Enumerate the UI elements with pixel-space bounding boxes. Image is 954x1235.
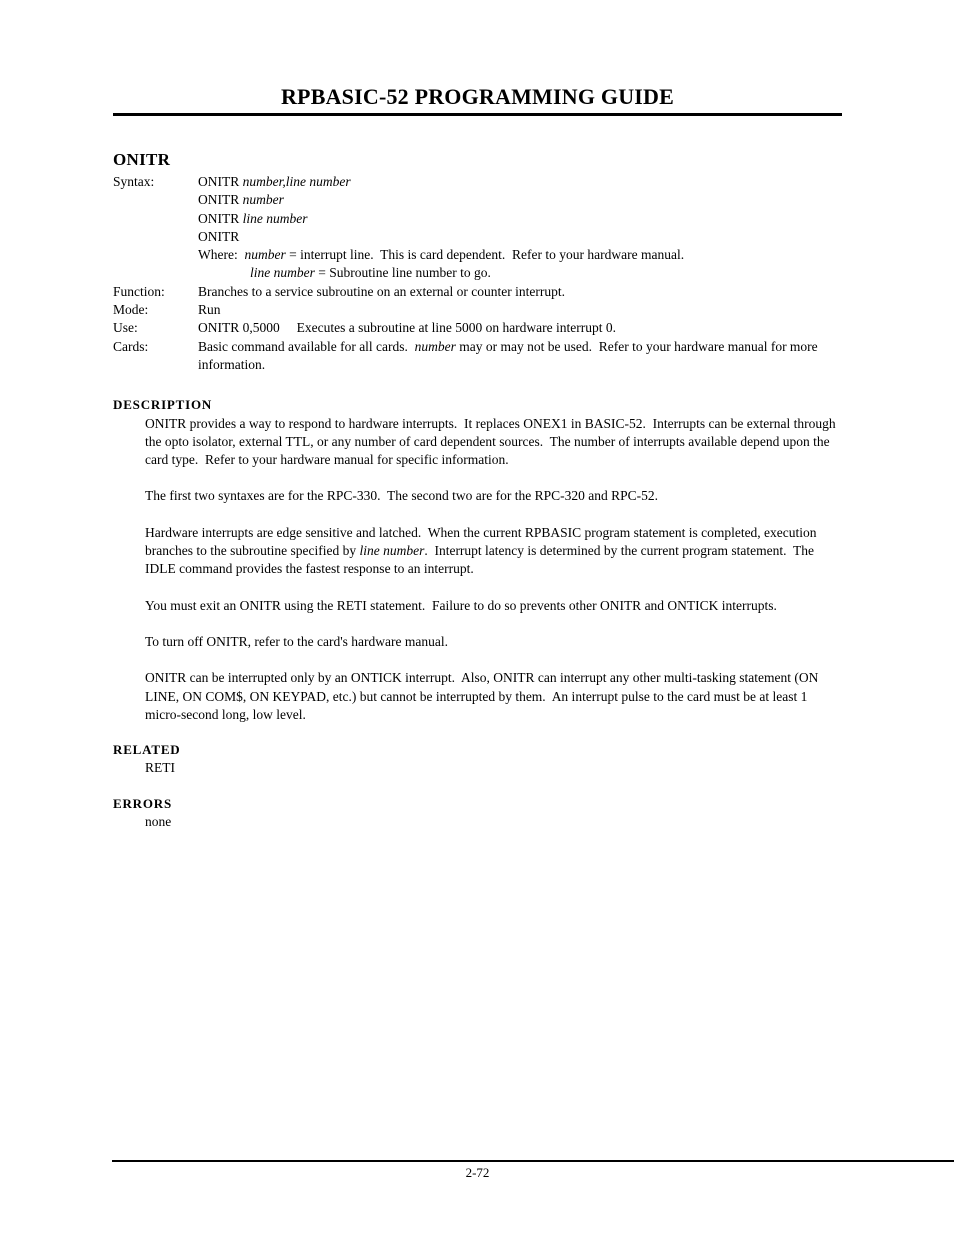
spec-row <box>113 301 842 319</box>
text-run: Run <box>198 302 221 318</box>
text-run: . Interrupt latency is determined by the current program statement. The IDLE command provides the fastest response to an interrupt. <box>145 543 818 577</box>
command-name: ONITR <box>113 150 171 169</box>
text-run: Branches to a service subroutine on an external or counter interrupt. <box>198 283 565 299</box>
footer-rule <box>112 1160 954 1162</box>
spec-line <box>198 246 842 264</box>
text-run: ONITR 0,5000 Executes a subroutine at line 5000 on hardware interrupt 0. <box>198 320 617 336</box>
related-item: RETI <box>145 760 175 776</box>
description-paragraph <box>145 487 842 505</box>
spec-value <box>198 301 842 319</box>
text-run: = Subroutine line number to go. <box>314 265 491 281</box>
spec-label: Syntax: <box>113 174 155 189</box>
errors-heading: ERRORS <box>113 795 172 811</box>
errors-body <box>145 813 842 831</box>
spec-label: Function: <box>113 283 165 299</box>
text-run: ONITR can be interrupted only by an ONTICK interrupt. Also, ONITR can interrupt any other multi-tasking statement (ON LINE, ON COM$, ON KEYPAD, etc.) but cannot be interrupted by them. An interrupt pulse to the card must be at least 1 micro-second long, low level. <box>145 670 822 722</box>
spec-line <box>198 173 842 191</box>
page-number: 2-72 <box>465 1165 490 1180</box>
spec-row <box>113 283 842 301</box>
spec-line <box>198 228 842 246</box>
description-paragraph <box>145 669 842 724</box>
text-run: You must exit an ONITR using the RETI statement. Failure to do so prevents other ONITR and ONTICK interrupts. <box>145 597 777 613</box>
text-run: ONITR <box>198 210 243 226</box>
spec-line <box>198 301 842 319</box>
description-paragraph <box>145 633 842 651</box>
text-run: ONITR <box>198 192 243 208</box>
text-run: = interrupt line. This is card dependent. Refer to your hardware manual. <box>285 247 685 263</box>
italic-text-run: line number <box>250 265 315 281</box>
description-section <box>113 396 842 724</box>
related-heading: RELATED <box>113 742 181 758</box>
header-title: RPBASIC-52 PROGRAMMING GUIDE <box>280 84 675 109</box>
spec-line <box>198 319 842 337</box>
spec-row <box>113 338 842 375</box>
text-run: ONITR <box>198 174 243 189</box>
description-paragraph <box>145 597 842 615</box>
spec-value <box>198 283 842 301</box>
spec-line <box>198 191 842 209</box>
errors-section <box>113 795 842 832</box>
spec-label: Mode: <box>113 302 149 318</box>
spec-label: Cards: <box>113 338 149 354</box>
text-run: ONITR <box>198 228 240 244</box>
text-run: To turn off ONITR, refer to the card's hardware manual. <box>145 633 448 649</box>
spec-value <box>198 319 842 337</box>
page-content <box>113 0 842 831</box>
command-spec-table <box>113 173 842 374</box>
italic-text-run: number <box>244 247 286 263</box>
italic-text-run: line number <box>359 543 425 559</box>
text-run: Basic command available for all cards. <box>198 338 415 354</box>
related-section <box>113 741 842 778</box>
description-paragraph <box>145 415 842 470</box>
header-rule <box>113 113 842 116</box>
spec-value <box>198 338 842 375</box>
description-heading: DESCRIPTION <box>113 397 213 413</box>
related-body <box>145 759 842 777</box>
spec-line <box>198 338 842 375</box>
text-run: Where: <box>198 247 245 263</box>
spec-row <box>113 173 842 283</box>
italic-text-run: line number <box>242 210 308 226</box>
description-body <box>145 415 842 725</box>
spec-line <box>198 264 842 282</box>
text-run: may or may not be used. Refer to your hardware manual for more information. <box>198 338 822 372</box>
spec-line <box>198 210 842 228</box>
text-run: Hardware interrupts are edge sensitive and latched. When the current RPBASIC program statement is completed, execution branches to the subroutine specified by <box>145 524 820 559</box>
description-paragraph <box>145 524 842 579</box>
spec-value <box>198 173 842 283</box>
text-run: ONITR provides a way to respond to hardware interrupts. It replaces ONEX1 in BASIC-52. Interrupts can be external through the opto isolator, external TTL, or any number of card dependent sources. The number of interrupts available depend upon the card type. Refer to your hardware manual for specific information. <box>145 415 839 468</box>
text-run: The first two syntaxes are for the RPC-330. The second two are for the RPC-320 and RPC-52. <box>145 488 659 504</box>
spec-row <box>113 319 842 337</box>
italic-text-run: number,line number <box>242 174 351 189</box>
errors-item: none <box>145 814 172 830</box>
spec-line <box>198 283 842 301</box>
italic-text-run: number <box>242 192 284 208</box>
spec-label: Use: <box>113 320 138 336</box>
italic-text-run: number <box>414 338 456 354</box>
